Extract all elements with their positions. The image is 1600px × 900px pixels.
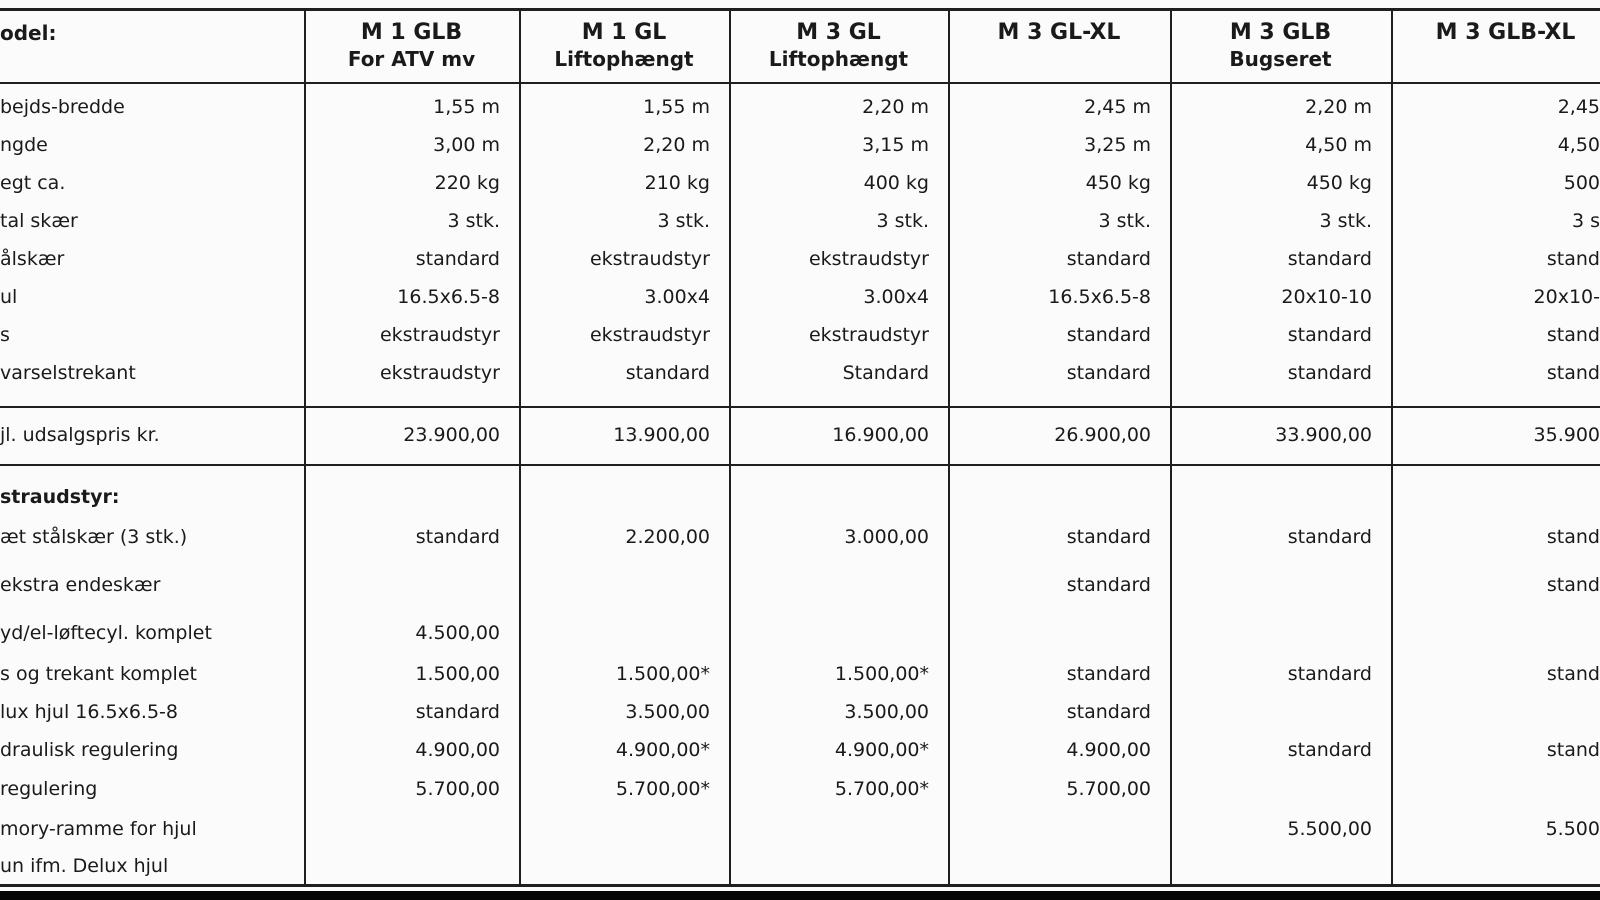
table-cell: 2,45 [1557,96,1600,119]
model-name: M 3 GL-XL [997,20,1121,45]
table-cell: 3 stk. [447,210,500,233]
row-label: s og trekant komplet [0,663,197,686]
table-cell: standard [1287,526,1372,549]
table-cell: 4.900,00* [615,738,710,761]
table-cell: stand [1546,248,1600,271]
table-cell: standard [1287,362,1372,385]
table-cell: 450 kg [1085,172,1151,195]
table-cell: 5.700,00 [1066,778,1151,801]
table-cell: 3.500,00 [625,700,710,723]
row-label: lux hjul 16.5x6.5-8 [0,700,178,723]
table-cell: standard [1287,324,1372,347]
table-cell: standard [1066,573,1151,596]
table-cell: 5.700,00* [834,778,929,801]
table-cell: 3.500,00 [844,700,929,723]
row-label: yd/el-løftecyl. komplet [0,621,212,644]
row-label: tal skær [0,210,78,233]
table-cell: 1.500,00* [834,663,929,686]
model-name: M 3 GLB-XL [1435,20,1576,45]
table-cell: stand [1546,663,1600,686]
table-cell: standard [415,526,500,549]
table-cell: ekstraudstyr [808,248,929,271]
model-name: M 3 GL [796,20,881,45]
table-cell: 35.900 [1533,424,1600,447]
table-cell: 400 kg [863,172,929,195]
table-bottom-border [0,884,1600,887]
table-cell: standard [625,362,710,385]
table-cell: Standard [842,362,929,385]
table-cell: standard [1066,324,1151,347]
table-cell: 3 stk. [1319,210,1372,233]
table-cell: 3.00x4 [863,286,929,309]
table-cell: 1,55 m [433,96,500,119]
table-cell: 2,45 m [1084,96,1151,119]
table-cell: standard [1066,526,1151,549]
table-cell: ekstraudstyr [589,248,710,271]
table-cell: 23.900,00 [403,424,500,447]
table-cell: standard [1287,738,1372,761]
table-cell: 16.5x6.5-8 [397,286,500,309]
table-cell: 5.500,00 [1287,817,1372,840]
row-label: ekstra endeskær [0,573,161,596]
table-cell: 2,20 m [862,96,929,119]
table-cell: 5.500 [1545,817,1600,840]
table-cell: stand [1546,573,1600,596]
model-name: M 1 GLB [360,20,463,45]
table-cell: ekstraudstyr [379,362,500,385]
row-label: ul [0,286,18,309]
table-cell: 2,20 m [643,134,710,157]
table-cell: standard [1066,700,1151,723]
table-cell: 220 kg [434,172,500,195]
table-cell: 4.500,00 [415,621,500,644]
table-cell: standard [1066,248,1151,271]
table-cell: 20x10-10 [1281,286,1372,309]
table-cell: 2.200,00 [625,526,710,549]
row-label: regulering [0,778,98,801]
row-label: æt stålskær (3 stk.) [0,526,188,549]
model-name: M 1 GL [581,20,667,45]
table-cell: 3 s [1571,210,1600,233]
table-cell: 4,50 [1557,134,1600,157]
table-cell: 4,50 m [1305,134,1372,157]
table-cell: 210 kg [644,172,710,195]
row-label: jl. udsalgspris kr. [0,424,160,447]
table-cell: 3.00x4 [644,286,710,309]
model-header-cell [948,11,1170,82]
table-cell: 3,15 m [862,134,929,157]
table-cell: 33.900,00 [1275,424,1372,447]
table-cell: stand [1546,526,1600,549]
row-label: bejds-bredde [0,96,125,119]
model-name: M 3 GLB [1229,20,1332,45]
table-cell: standard [1066,362,1151,385]
table-cell: 3 stk. [1098,210,1151,233]
model-header-cell [304,11,519,82]
table-cell: 4.900,00 [1066,738,1151,761]
table-cell: 4.900,00 [415,738,500,761]
model-header-cell [1170,11,1391,82]
table-cell: 3,00 m [433,134,500,157]
table-cell: ekstraudstyr [379,324,500,347]
table-cell: stand [1546,738,1600,761]
row-label: ngde [0,134,48,157]
table-cell: 3 stk. [876,210,929,233]
table-cell: 13.900,00 [613,424,710,447]
corner-header-cell [0,11,296,82]
table-cell: 16.900,00 [832,424,929,447]
row-label: un ifm. Delux hjul [0,854,169,877]
table-cell: 1.500,00 [415,663,500,686]
table-cell: standard [415,700,500,723]
row-label: draulisk regulering [0,738,179,761]
table-cell: ekstraudstyr [808,324,929,347]
table-cell: 5.700,00* [615,778,710,801]
table-cell: ekstraudstyr [589,324,710,347]
table-cell: 500 [1563,172,1600,195]
table-cell: 3.000,00 [844,526,929,549]
row-label: varselstrekant [0,362,136,385]
model-header-cell [519,11,729,82]
table-cell: stand [1546,324,1600,347]
row-label: s [0,324,10,347]
model-header-cell [729,11,948,82]
table-cell: standard [1287,248,1372,271]
table-cell: standard [1287,663,1372,686]
table-cell: 26.900,00 [1054,424,1151,447]
table-cell: stand [1546,362,1600,385]
model-header-cell [1391,11,1600,82]
table-cell: 1,55 m [643,96,710,119]
header-bottom-border [0,82,1600,84]
table-cell: 3,25 m [1084,134,1151,157]
corner-header-label: odel: [0,21,57,45]
table-cell: 5.700,00 [415,778,500,801]
row-label: mory-ramme for hjul [0,817,197,840]
model-subtitle: For ATV mv [347,47,476,71]
table-cell: 16.5x6.5-8 [1048,286,1151,309]
table-cell: standard [1066,663,1151,686]
table-cell: 1.500,00* [615,663,710,686]
extras-section-label: straudstyr: [0,486,120,509]
model-subtitle: Liftophængt [554,47,694,71]
table-cell: 450 kg [1306,172,1372,195]
model-subtitle: Liftophængt [768,47,909,71]
row-label: ålskær [0,248,65,271]
table-cell: 20x10- [1533,286,1600,309]
table-cell: standard [415,248,500,271]
model-subtitle: Bugseret [1229,47,1332,71]
table-cell: 2,20 m [1305,96,1372,119]
bottom-black-bar [0,891,1600,900]
row-label: egt ca. [0,172,66,195]
table-cell: 3 stk. [657,210,710,233]
table-cell: 4.900,00* [834,738,929,761]
